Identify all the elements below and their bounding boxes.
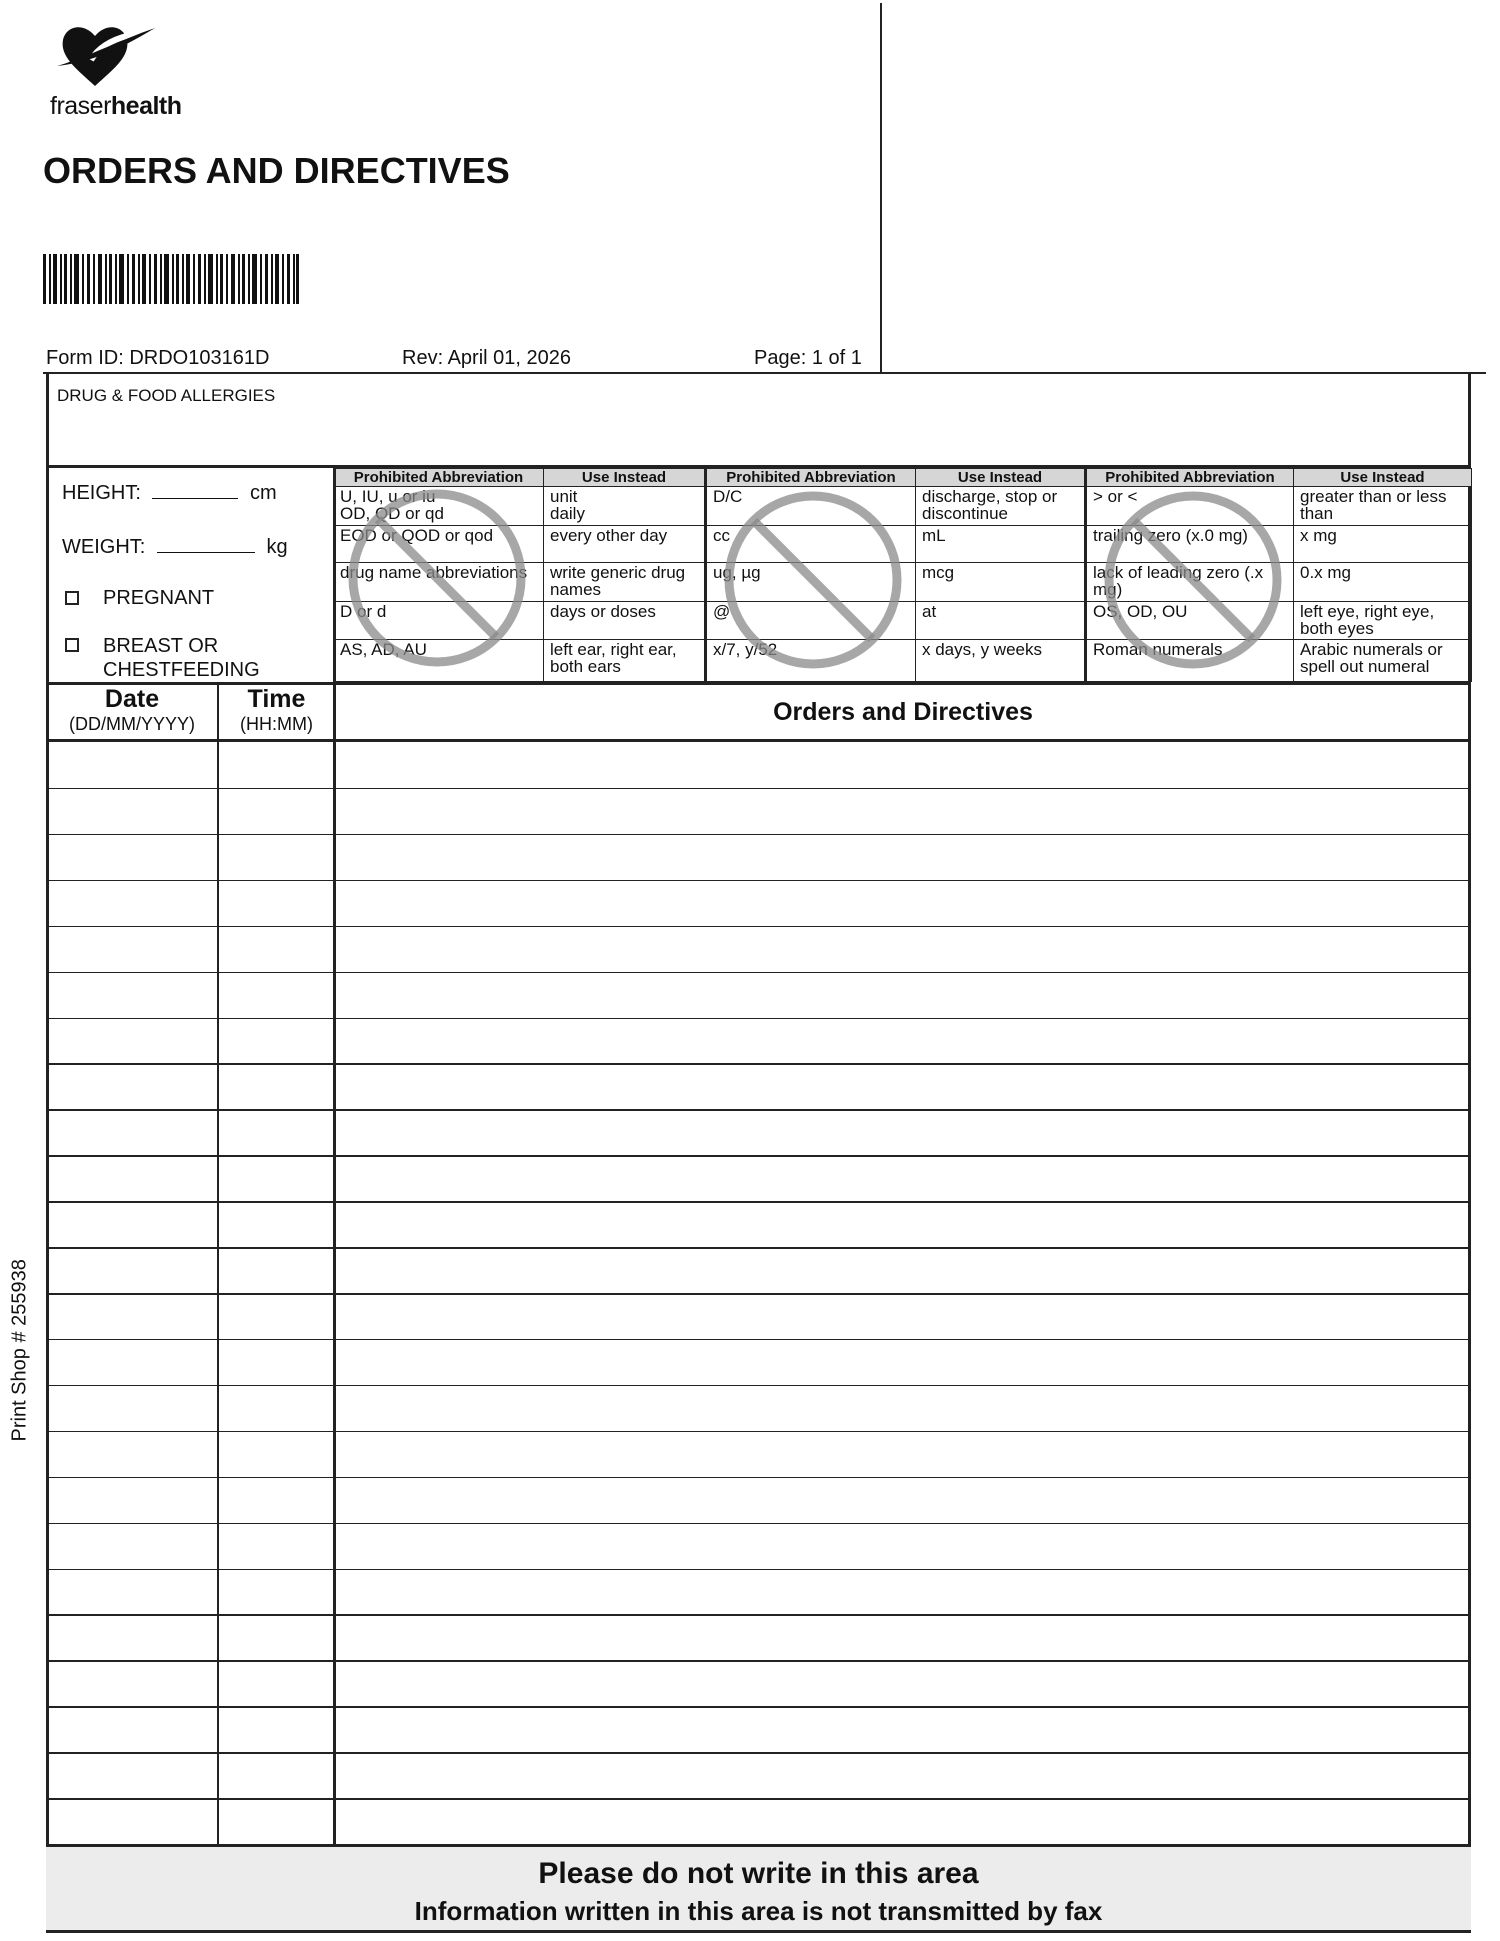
row-divider [46, 880, 1471, 882]
abbr-cell: Roman numerals [1086, 640, 1294, 682]
breastfeeding-checkbox[interactable] [65, 638, 79, 652]
header-use-instead-3: Use Instead [1294, 469, 1472, 487]
time-cell[interactable] [219, 1799, 333, 1843]
prohibited-symbols [333, 468, 1471, 682]
page-title: ORDERS AND DIRECTIVES [43, 150, 510, 191]
abbr-cell: D or d [334, 601, 544, 640]
date-cell[interactable] [49, 1524, 217, 1568]
date-cell[interactable] [49, 1019, 217, 1063]
date-cell[interactable] [49, 1294, 217, 1338]
header-use-instead-1: Use Instead [544, 469, 706, 487]
prohibited-symbol-icon [353, 494, 521, 662]
abbr-cell: x/7, y/52 [706, 640, 916, 682]
height-label: HEIGHT: [62, 482, 141, 504]
header-divider-vertical [880, 3, 882, 373]
height-input[interactable] [152, 484, 238, 499]
time-cell[interactable] [219, 1064, 333, 1108]
row-divider [46, 1293, 1471, 1295]
time-cell[interactable] [219, 743, 333, 787]
breastfeeding-label [103, 634, 260, 682]
date-cell[interactable] [49, 1661, 217, 1705]
time-label: Time [247, 685, 306, 713]
order-cell[interactable] [336, 1661, 1468, 1705]
time-cell[interactable] [219, 1386, 333, 1430]
order-cell[interactable] [336, 1524, 1468, 1568]
abbr-cell: @ [706, 601, 916, 640]
order-cell[interactable] [336, 1202, 1468, 1246]
abbr-cell: U, IU, u or iu OD, QD or qd [334, 487, 544, 526]
row-divider [46, 1798, 1471, 1800]
date-cell[interactable] [49, 1478, 217, 1522]
time-cell[interactable] [219, 927, 333, 971]
order-cell[interactable] [336, 973, 1468, 1017]
row-divider [46, 1752, 1471, 1754]
row-divider [46, 788, 1471, 790]
date-cell[interactable] [49, 1248, 217, 1292]
date-cell[interactable] [49, 927, 217, 971]
column-header-orders: Orders and Directives [773, 698, 1033, 726]
time-format: (HH:MM) [240, 714, 313, 734]
row-divider [46, 834, 1471, 836]
date-cell[interactable] [49, 1707, 217, 1751]
row-divider [46, 1431, 1471, 1433]
abbr-cell: left eye, right eye, both eyes [1294, 601, 1472, 640]
order-cell[interactable] [336, 1799, 1468, 1843]
date-cell[interactable] [49, 1064, 217, 1108]
time-cell[interactable] [219, 1294, 333, 1338]
pregnant-label: PREGNANT [103, 587, 215, 609]
abbr-cell: D/C [706, 487, 916, 526]
time-cell[interactable] [219, 1156, 333, 1200]
prohibited-symbol-icon [1109, 496, 1277, 664]
abbr-cell: EOD or QOD or qod [334, 525, 544, 563]
prohibited-symbol-icon [729, 496, 897, 664]
header-use-instead-2: Use Instead [916, 469, 1086, 487]
time-cell[interactable] [219, 1248, 333, 1292]
abbr-cell: days or doses [544, 601, 706, 640]
time-cell[interactable] [219, 1753, 333, 1797]
print-shop-number: Print Shop # 255938 [8, 1259, 31, 1442]
abbr-cell: x mg [1294, 525, 1472, 563]
abbr-cell: cc [706, 525, 916, 563]
order-cell[interactable] [336, 1156, 1468, 1200]
date-cell[interactable] [49, 1570, 217, 1614]
row-divider [46, 1063, 1471, 1065]
weight-input[interactable] [157, 538, 255, 553]
header-prohibited-2: Prohibited Abbreviation [706, 469, 916, 487]
abbr-cell: drug name abbreviations [334, 563, 544, 602]
abbr-cell: left ear, right ear, both ears [544, 640, 706, 682]
row-divider [46, 1247, 1471, 1249]
time-cell[interactable] [219, 835, 333, 879]
abbreviation-table [333, 468, 1471, 682]
fraserhealth-logo [45, 18, 182, 120]
time-cell[interactable] [219, 881, 333, 925]
row-divider [46, 1155, 1471, 1157]
column-header-time [219, 686, 334, 736]
time-cell[interactable] [219, 1615, 333, 1659]
time-cell[interactable] [219, 1019, 333, 1063]
form-id: Form ID: DRDO103161D [46, 347, 270, 369]
date-cell[interactable] [49, 1110, 217, 1154]
order-cell[interactable] [336, 1386, 1468, 1430]
date-label: Date [104, 685, 160, 713]
date-cell[interactable] [49, 743, 217, 787]
order-cell[interactable] [336, 1707, 1468, 1751]
order-cell[interactable] [336, 1110, 1468, 1154]
time-cell[interactable] [219, 1110, 333, 1154]
date-cell[interactable] [49, 973, 217, 1017]
row-divider [46, 1523, 1471, 1525]
time-cell[interactable] [219, 1340, 333, 1384]
order-cell[interactable] [336, 927, 1468, 971]
logo-wordmark [50, 92, 182, 121]
form-revision: Rev: April 01, 2026 [402, 347, 571, 369]
order-cell[interactable] [336, 881, 1468, 925]
order-cell[interactable] [336, 1478, 1468, 1522]
header-prohibited-1: Prohibited Abbreviation [334, 469, 544, 487]
row-divider [46, 1339, 1471, 1341]
date-cell[interactable] [49, 789, 217, 833]
do-not-write-area [46, 1844, 1471, 1933]
logo-word-bold: health [110, 92, 182, 120]
abbr-cell: lack of leading zero (.x mg) [1086, 563, 1294, 602]
time-cell[interactable] [219, 1570, 333, 1614]
row-divider [46, 1660, 1471, 1662]
logo-word-light: fraser [50, 92, 111, 120]
abbr-cell: every other day [544, 525, 706, 563]
row-divider [46, 1385, 1471, 1387]
breastfeeding-label-line1: BREAST OR [103, 635, 219, 657]
abbr-cell: > or < [1086, 487, 1294, 526]
date-cell[interactable] [49, 881, 217, 925]
time-cell[interactable] [219, 1202, 333, 1246]
date-cell[interactable] [49, 835, 217, 879]
abbr-cell: ug, µg [706, 563, 916, 602]
date-cell[interactable] [49, 1202, 217, 1246]
row-divider [46, 1018, 1471, 1020]
time-cell[interactable] [219, 1432, 333, 1476]
weight-unit: kg [266, 536, 288, 558]
row-divider [46, 1109, 1471, 1111]
time-cell[interactable] [219, 973, 333, 1017]
order-cell[interactable] [336, 1019, 1468, 1063]
heart-logo-icon [55, 18, 165, 93]
abbr-cell: write generic drug names [544, 563, 706, 602]
date-cell[interactable] [49, 1340, 217, 1384]
barcode [43, 254, 299, 304]
height-row [62, 482, 277, 505]
order-cell[interactable] [336, 1248, 1468, 1292]
order-cell[interactable] [336, 1570, 1468, 1614]
allergies-input[interactable] [52, 410, 1462, 462]
header-prohibited-3: Prohibited Abbreviation [1086, 469, 1294, 487]
abbr-cell: OS, OD, OU [1086, 601, 1294, 640]
abbr-cell: Arabic numerals or spell out numeral [1294, 640, 1472, 682]
pregnant-checkbox[interactable] [65, 591, 79, 605]
order-cell[interactable] [336, 835, 1468, 879]
weight-label: WEIGHT: [62, 536, 146, 558]
abbr-cell: at [916, 601, 1086, 640]
abbr-cell: trailing zero (x.0 mg) [1086, 525, 1294, 563]
weight-row [62, 536, 288, 559]
column-header-date [46, 686, 218, 736]
row-divider [46, 1569, 1471, 1571]
date-format: (DD/MM/YYYY) [69, 714, 195, 734]
date-cell[interactable] [49, 1615, 217, 1659]
abbr-cell: AS, AD, AU [334, 640, 544, 682]
breastfeeding-label-line2: CHESTFEEDING [103, 659, 260, 681]
abbr-cell: greater than or less than [1294, 487, 1472, 526]
abbr-cell: unit daily [544, 487, 706, 526]
row-divider [46, 1614, 1471, 1616]
order-cell[interactable] [336, 1340, 1468, 1384]
row-divider [46, 1201, 1471, 1203]
date-cell[interactable] [49, 1386, 217, 1430]
time-cell[interactable] [219, 1661, 333, 1705]
page-number: Page: 1 of 1 [754, 347, 862, 369]
date-cell[interactable] [49, 1156, 217, 1200]
order-cell[interactable] [336, 1432, 1468, 1476]
abbr-cell: discharge, stop or discontinue [916, 487, 1086, 526]
time-cell[interactable] [219, 1478, 333, 1522]
footer-warning: Please do not write in this area [538, 1857, 979, 1890]
order-cell[interactable] [336, 789, 1468, 833]
time-cell[interactable] [219, 789, 333, 833]
time-cell[interactable] [219, 1707, 333, 1751]
abbr-cell: mL [916, 525, 1086, 563]
abbr-cell: x days, y weeks [916, 640, 1086, 682]
abbr-cell: mcg [916, 563, 1086, 602]
order-cell[interactable] [336, 1753, 1468, 1797]
date-cell[interactable] [49, 1799, 217, 1843]
row-divider [46, 1477, 1471, 1479]
time-cell[interactable] [219, 1524, 333, 1568]
date-cell[interactable] [49, 1753, 217, 1797]
footer-fax-notice: Information written in this area is not transmitted by fax [414, 1896, 1103, 1926]
order-cell[interactable] [336, 743, 1468, 787]
order-cell[interactable] [336, 1294, 1468, 1338]
allergies-label: DRUG & FOOD ALLERGIES [57, 386, 276, 405]
abbr-cell: 0.x mg [1294, 563, 1472, 602]
order-cell[interactable] [336, 1615, 1468, 1659]
row-divider [46, 972, 1471, 974]
orders-table-header-divider [46, 739, 1471, 742]
height-unit: cm [250, 482, 277, 504]
row-divider [46, 1706, 1471, 1708]
date-cell[interactable] [49, 1432, 217, 1476]
order-cell[interactable] [336, 1064, 1468, 1108]
row-divider [46, 926, 1471, 928]
